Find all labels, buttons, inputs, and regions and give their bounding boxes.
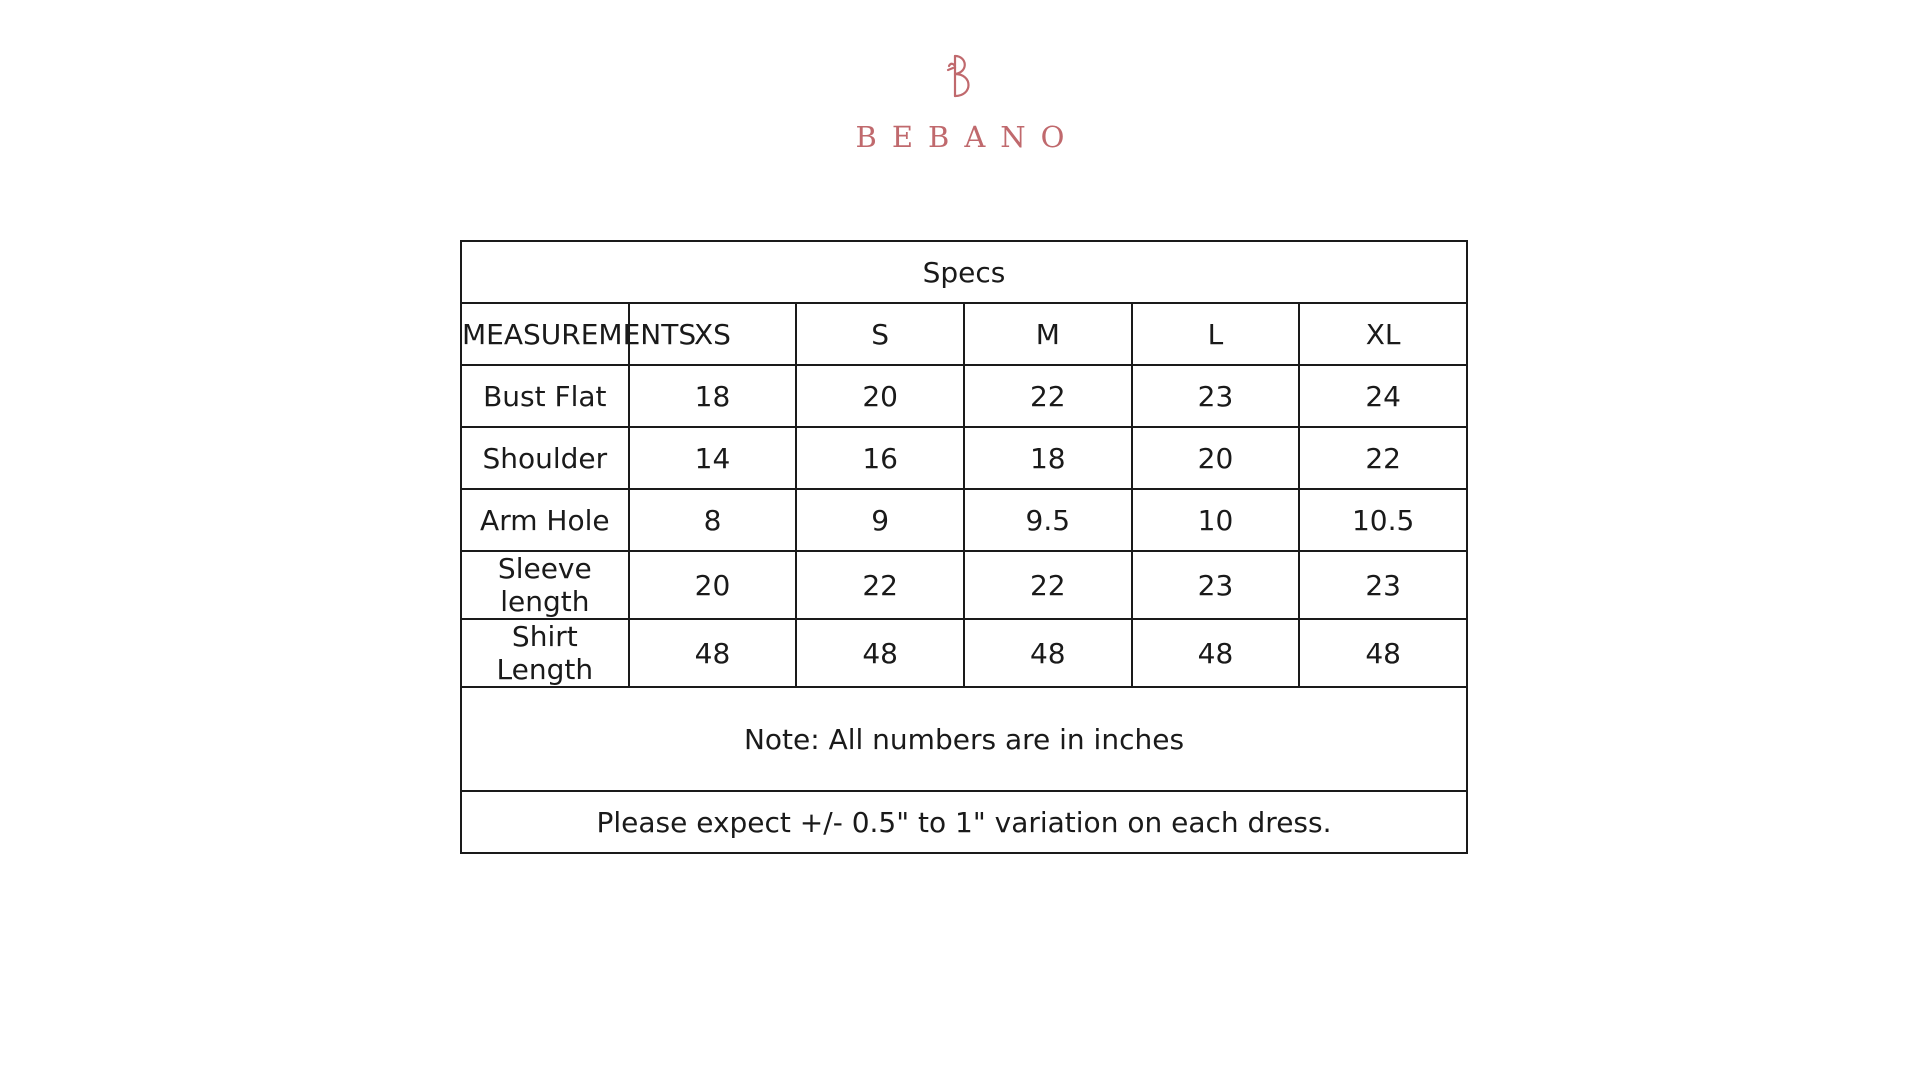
- row-label: Shoulder: [461, 427, 629, 489]
- row-label: Bust Flat: [461, 365, 629, 427]
- header-size-m: M: [964, 303, 1132, 365]
- table-cell: 23: [1299, 551, 1467, 619]
- table-cell: 14: [629, 427, 797, 489]
- table-cell: 16: [796, 427, 964, 489]
- variation-note: Please expect +/- 0.5" to 1" variation on each dress.: [461, 791, 1467, 853]
- table-cell: 23: [1132, 551, 1300, 619]
- table-cell: 48: [1299, 619, 1467, 687]
- table-cell: 18: [629, 365, 797, 427]
- header-size-xs: XS: [629, 303, 797, 365]
- row-label: Sleeve length: [461, 551, 629, 619]
- table-cell: 22: [964, 551, 1132, 619]
- table-cell: 22: [796, 551, 964, 619]
- table-cell: 10.5: [1299, 489, 1467, 551]
- brand-wordmark: BEBANO: [855, 120, 1080, 154]
- table-cell: 22: [1299, 427, 1467, 489]
- table-cell: 10: [1132, 489, 1300, 551]
- header-size-s: S: [796, 303, 964, 365]
- table-header-row: [461, 303, 1467, 365]
- table-cell: 20: [629, 551, 797, 619]
- table-cell: 20: [796, 365, 964, 427]
- table-cell: 22: [964, 365, 1132, 427]
- table-row: [461, 489, 1467, 551]
- table-cell: 23: [1132, 365, 1300, 427]
- header-size-xl: XL: [1299, 303, 1467, 365]
- table-row: [461, 365, 1467, 427]
- table-title-row: [461, 241, 1467, 303]
- table-cell: 48: [796, 619, 964, 687]
- table-cell: 48: [629, 619, 797, 687]
- table-row: [461, 619, 1467, 687]
- header-size-l: L: [1132, 303, 1300, 365]
- units-note: Note: All numbers are in inches: [461, 687, 1467, 791]
- table-cell: 24: [1299, 365, 1467, 427]
- table-cell: 48: [1132, 619, 1300, 687]
- header-measurements: MEASUREMENTS: [461, 303, 629, 365]
- table-title: Specs: [461, 241, 1467, 303]
- table-cell: 48: [964, 619, 1132, 687]
- bebano-monogram-icon: [943, 52, 977, 100]
- variation-row: [461, 791, 1467, 853]
- brand-logo: [0, 52, 1920, 154]
- size-spec-table: [460, 240, 1468, 854]
- table-cell: 20: [1132, 427, 1300, 489]
- table-cell: 8: [629, 489, 797, 551]
- table-row: [461, 551, 1467, 619]
- table-cell: 18: [964, 427, 1132, 489]
- row-label: Shirt Length: [461, 619, 629, 687]
- note-row: [461, 687, 1467, 791]
- table-cell: 9: [796, 489, 964, 551]
- row-label: Arm Hole: [461, 489, 629, 551]
- table-cell: 9.5: [964, 489, 1132, 551]
- table-row: [461, 427, 1467, 489]
